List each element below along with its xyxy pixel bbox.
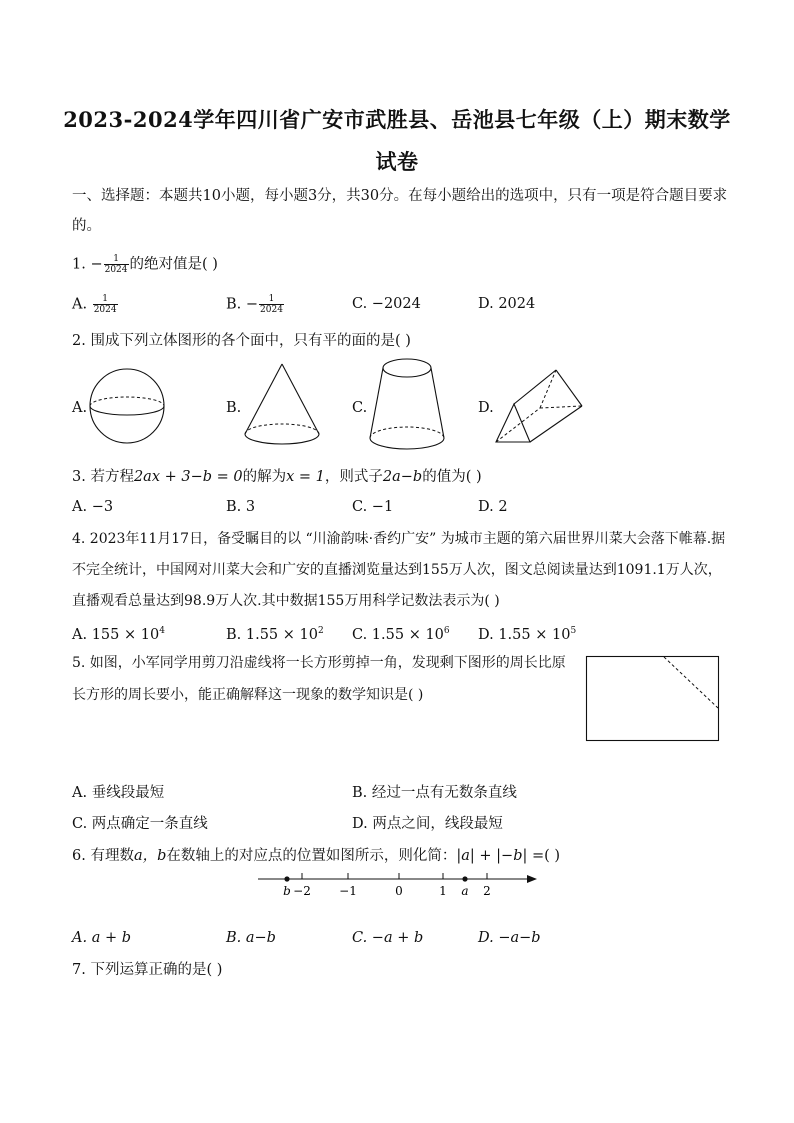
- question-3: 3. 若方程2ax + 3−b = 0的解为x = 1，则式子2a−b的值为( ): [72, 469, 482, 485]
- label-0: 0: [395, 884, 403, 898]
- label-a: a: [461, 884, 469, 898]
- q2-option-b-label: B.: [226, 400, 242, 416]
- q4-option-a: A. $155 \times 10^4$: [72, 626, 165, 643]
- q5-option-a: A. 垂线段最短: [72, 785, 165, 801]
- q3-option-b: B. 3: [226, 499, 256, 515]
- q1-fraction: $\frac{1}{2024}$: [104, 254, 128, 275]
- section-heading-line-2: 的。: [72, 218, 101, 234]
- question-5-line-1: 5. 如图，小军同学用剪刀沿虚线将一长方形剪掉一角，发现剩下图形的周长比原: [72, 655, 566, 671]
- triangular-prism-figure: [494, 368, 586, 448]
- label-b: b: [283, 884, 291, 898]
- q3-solution: x = 1: [286, 469, 325, 485]
- q1-option-c: C. −2024: [352, 296, 421, 312]
- q1-option-d: D. 2024: [478, 296, 536, 312]
- question-4-line-2: 不完全统计，中国网对川菜大会和广安的直播浏览量达到155万人次，图文总阅读量达到1091.1万人次，: [72, 562, 722, 578]
- q4-option-b: B. $1.55 \times 10^2$: [226, 626, 324, 643]
- q2-option-a-label: A.: [72, 400, 88, 416]
- section-heading-line-1: 一、选择题：本题共10小题，每小题3分，共30分。在每小题给出的选项中，只有一项是符合题目要求: [72, 188, 728, 204]
- point-a: [462, 876, 467, 881]
- q3-option-a: A. −3: [72, 499, 114, 515]
- sphere-figure: [86, 368, 170, 446]
- title-line-1: 2023-2024学年四川省广安市武胜县、岳池县七年级（上）期末数学: [63, 107, 731, 132]
- q4-option-d: D. $1.55 \times 10^5$: [478, 626, 577, 643]
- q5-option-d: D. 两点之间，线段最短: [352, 816, 503, 832]
- question-5-line-2: 长方形的周长要小，能正确解释这一现象的数学知识是( ): [72, 687, 424, 703]
- q3-equation: 2ax + 3−b = 0: [133, 469, 243, 485]
- q6-expression: |a| + |−b| =: [456, 848, 545, 864]
- label-minus-1: −1: [339, 884, 357, 898]
- number-line-figure: [254, 870, 544, 900]
- cone-figure: [242, 362, 322, 452]
- q5-option-b: B. 经过一点有无数条直线: [352, 785, 517, 801]
- q6-variables: a，b: [133, 848, 167, 864]
- q6-option-d: D. −a−b: [478, 930, 541, 946]
- label-minus-2: −2: [293, 884, 311, 898]
- q1-number: 1.: [72, 256, 91, 273]
- q6-option-a: A. a + b: [72, 930, 131, 946]
- point-b: [284, 876, 289, 881]
- title-line-2: 试卷: [375, 149, 419, 174]
- q1-sign: −: [90, 256, 103, 273]
- q6-option-b: B. a−b: [226, 930, 276, 946]
- question-7: 7. 下列运算正确的是( ): [72, 962, 223, 978]
- q5-option-c: C. 两点确定一条直线: [72, 816, 208, 832]
- q4-option-c: C. $1.55 \times 10^6$: [352, 626, 450, 643]
- q2-option-d-label: D.: [478, 400, 494, 416]
- q3-option-d: D. 2: [478, 499, 508, 515]
- question-4-line-3: 直播观看总量达到98.9万人次.其中数据155万用科学记数法表示为( ): [72, 593, 500, 609]
- frustum-figure: [366, 354, 448, 454]
- q1-option-a: A. $\frac{1}{2024}$: [72, 294, 117, 315]
- q1-option-b: B. − $\frac{1}{2024}$: [226, 294, 283, 315]
- question-4-line-1: 4. 2023年11月17日，备受瞩目的以 “川渝韵味·香约广安” 为城市主题的第六届世界川菜大会落下帷幕.据: [72, 531, 726, 547]
- q3-expression: 2a−b: [382, 469, 423, 485]
- q2-option-c-label: C.: [352, 400, 368, 416]
- question-6: 6. 有理数a，b在数轴上的对应点的位置如图所示，则化简：|a| + |−b| =( ): [72, 848, 561, 864]
- q1-text: 的绝对值是( ): [129, 256, 218, 273]
- rectangle-cut-figure: [586, 656, 720, 742]
- label-1: 1: [439, 884, 447, 898]
- label-2: 2: [483, 884, 491, 898]
- question-2: 2. 围成下列立体图形的各个面中，只有平的面的是( ): [72, 333, 411, 349]
- q6-option-c: C. −a + b: [352, 930, 424, 946]
- q3-option-c: C. −1: [352, 499, 394, 515]
- question-1: [72, 254, 218, 275]
